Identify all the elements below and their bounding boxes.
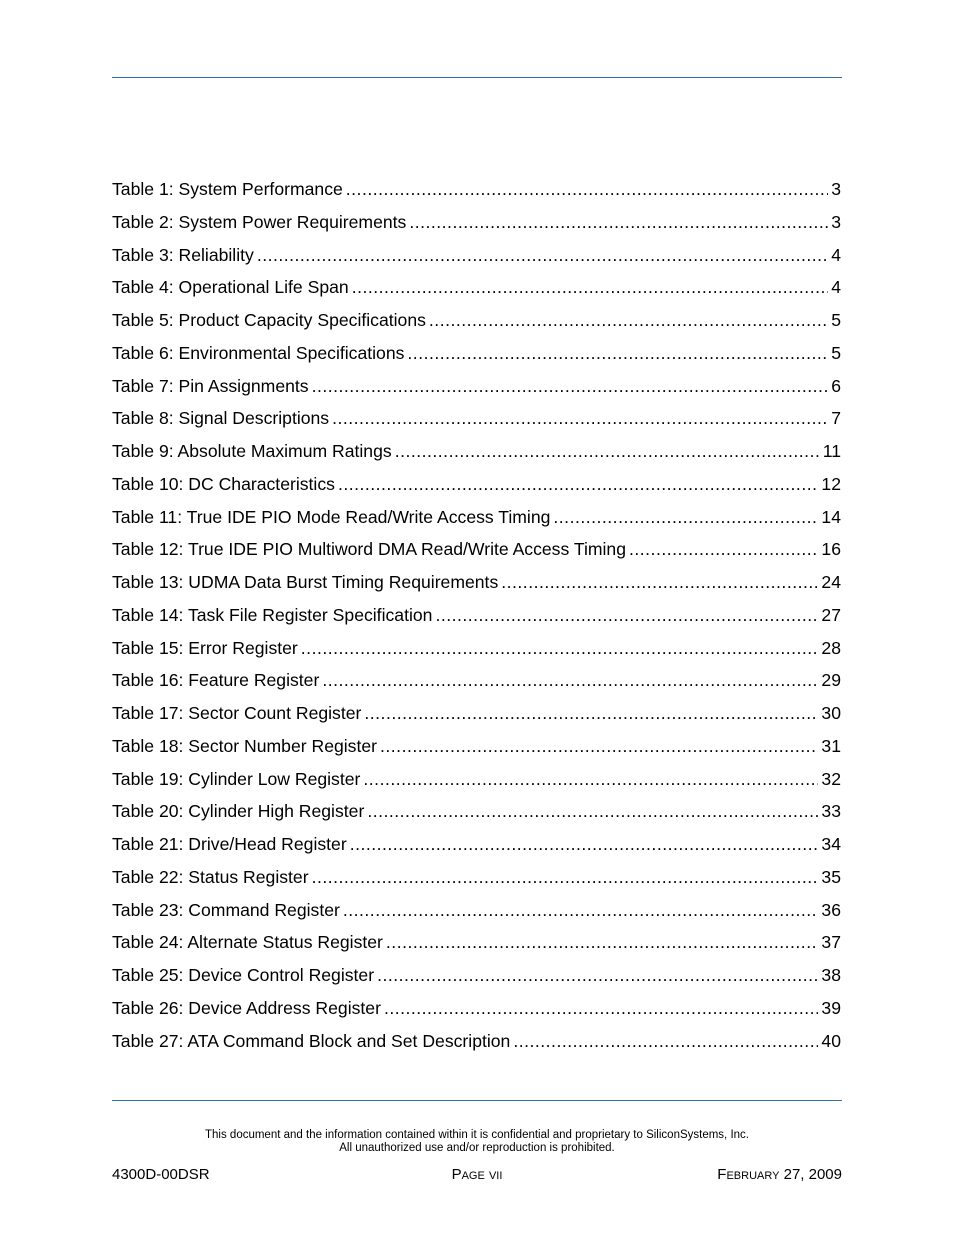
toc-dot-leader <box>384 995 818 1021</box>
toc-entry-title: Table 4: Operational Life Span <box>112 277 349 298</box>
toc-entry-page: 28 <box>821 637 841 658</box>
toc-dot-leader <box>553 504 818 530</box>
toc-entry-title: Table 10: DC Characteristics <box>112 473 335 494</box>
toc-entry-title: Table 1: System Performance <box>112 179 343 199</box>
toc-entry-page: 16 <box>821 539 841 560</box>
toc-entry[interactable] <box>112 700 841 733</box>
toc-entry-title: Table 2: System Power Requirements <box>112 211 407 232</box>
toc-entry-title: Table 24: Alternate Status Register <box>112 932 383 953</box>
toc-dot-leader <box>395 438 820 464</box>
confidentiality-line-1: This document and the information contained within it is confidential and proprietary to SiliconSystems, Inc. <box>205 1129 749 1141</box>
toc-dot-leader <box>312 864 819 890</box>
toc-entry-title: Table 3: Reliability <box>112 244 254 265</box>
toc-entry-page: 11 <box>822 441 841 461</box>
toc-dot-leader <box>377 962 818 988</box>
toc-dot-leader <box>407 340 828 366</box>
toc-entry[interactable] <box>112 602 841 635</box>
toc-entry[interactable] <box>112 504 841 537</box>
document-date: February 27, 2009 <box>717 1166 842 1183</box>
toc-entry-page: 4 <box>831 277 841 298</box>
toc-entry-page: 12 <box>821 473 841 494</box>
footer-rule <box>112 1100 842 1101</box>
toc-entry[interactable] <box>112 831 841 864</box>
toc-entry-title: Table 14: Task File Register Specification <box>112 604 433 625</box>
toc-dot-leader <box>409 209 828 235</box>
toc-entry-page: 34 <box>821 834 841 854</box>
toc-dot-leader <box>346 176 828 202</box>
toc-dot-leader <box>435 602 818 628</box>
toc-entry[interactable] <box>112 307 841 340</box>
toc-entry[interactable] <box>112 242 841 275</box>
toc-dot-leader <box>312 373 829 399</box>
toc-entry-title: Table 25: Device Control Register <box>112 965 375 985</box>
toc-entry-title: Table 7: Pin Assignments <box>112 375 309 396</box>
toc-entry-title: Table 12: True IDE PIO Multiword DMA Read/Write Access Timing <box>112 539 626 560</box>
toc-entry-title: Table 9: Absolute Maximum Ratings <box>112 441 392 461</box>
toc-entry-page: 3 <box>831 179 841 199</box>
toc-entry-page: 33 <box>821 801 841 822</box>
toc-dot-leader <box>350 831 819 857</box>
toc-dot-leader <box>429 307 828 333</box>
toc-dot-leader <box>364 700 818 726</box>
toc-entry[interactable] <box>112 995 841 1028</box>
toc-entry[interactable] <box>112 766 841 799</box>
toc-entry-page: 27 <box>821 604 841 625</box>
toc-entry[interactable] <box>112 897 841 930</box>
toc-entry-page: 4 <box>831 244 841 265</box>
toc-dot-leader <box>629 536 818 562</box>
toc-entry-page: 32 <box>821 768 841 789</box>
toc-entry-title: Table 11: True IDE PIO Mode Read/Write Access Timing <box>112 506 551 527</box>
toc-entry-title: Table 8: Signal Descriptions <box>112 408 330 429</box>
toc-entry-title: Table 15: Error Register <box>112 637 298 658</box>
toc-entry[interactable] <box>112 733 841 766</box>
toc-entry[interactable] <box>112 667 841 700</box>
toc-entry-title: Table 18: Sector Number Register <box>112 735 378 756</box>
toc-dot-leader <box>352 274 829 300</box>
toc-dot-leader <box>513 1028 818 1054</box>
toc-entry-title: Table 16: Feature Register <box>112 670 320 691</box>
toc-entry-title: Table 27: ATA Command Block and Set Description <box>112 1030 511 1051</box>
toc-dot-leader <box>343 897 819 923</box>
confidentiality-line-2: All unauthorized use and/or reproduction is prohibited. <box>339 1141 615 1154</box>
toc-entry-page: 14 <box>821 506 841 527</box>
toc-entry-title: Table 20: Cylinder High Register <box>112 801 365 822</box>
toc-entry-page: 7 <box>831 408 841 429</box>
list-of-tables <box>112 176 841 1060</box>
confidentiality-notice <box>112 1129 842 1154</box>
toc-entry-title: Table 13: UDMA Data Burst Timing Requirements <box>112 572 499 592</box>
toc-entry-page: 36 <box>821 899 841 920</box>
toc-entry-title: Table 5: Product Capacity Specifications <box>112 310 426 330</box>
toc-entry[interactable] <box>112 962 841 995</box>
toc-entry[interactable] <box>112 798 841 831</box>
toc-dot-leader <box>301 635 819 661</box>
toc-entry[interactable] <box>112 536 841 569</box>
toc-dot-leader <box>367 798 818 824</box>
toc-entry[interactable] <box>112 405 841 438</box>
toc-entry-title: Table 22: Status Register <box>112 866 309 887</box>
toc-dot-leader <box>257 242 828 268</box>
toc-entry-page: 35 <box>821 866 841 887</box>
toc-entry-page: 5 <box>831 310 841 330</box>
toc-entry[interactable] <box>112 438 841 471</box>
toc-entry[interactable] <box>112 864 841 897</box>
toc-entry-page: 24 <box>821 572 841 592</box>
toc-entry-title: Table 17: Sector Count Register <box>112 703 362 723</box>
toc-entry[interactable] <box>112 471 841 504</box>
toc-entry-page: 29 <box>821 670 841 691</box>
toc-dot-leader <box>501 569 818 595</box>
toc-entry[interactable] <box>112 340 841 373</box>
toc-entry-title: Table 6: Environmental Specifications <box>112 342 405 363</box>
toc-dot-leader <box>322 667 818 693</box>
toc-entry-page: 6 <box>831 375 841 396</box>
header-rule <box>112 77 842 78</box>
toc-entry[interactable] <box>112 209 841 242</box>
toc-entry[interactable] <box>112 635 841 668</box>
toc-entry-title: Table 21: Drive/Head Register <box>112 834 347 854</box>
toc-entry[interactable] <box>112 1028 841 1061</box>
toc-dot-leader <box>338 471 818 497</box>
toc-dot-leader <box>386 929 819 955</box>
toc-dot-leader <box>332 405 828 431</box>
toc-entry[interactable] <box>112 176 841 209</box>
toc-entry-title: Table 23: Command Register <box>112 899 340 920</box>
toc-entry[interactable] <box>112 373 841 406</box>
toc-entry-page: 38 <box>821 965 841 985</box>
toc-entry[interactable] <box>112 569 841 602</box>
toc-entry-page: 39 <box>821 997 841 1018</box>
toc-entry[interactable] <box>112 929 841 962</box>
toc-entry-page: 3 <box>831 211 841 232</box>
toc-entry-page: 40 <box>821 1030 841 1051</box>
toc-entry[interactable] <box>112 274 841 307</box>
toc-dot-leader <box>380 733 818 759</box>
page-number: Page vii <box>451 1166 503 1183</box>
toc-entry-page: 31 <box>821 735 841 756</box>
toc-dot-leader <box>363 766 818 792</box>
toc-entry-page: 37 <box>821 932 841 953</box>
toc-entry-page: 30 <box>821 703 841 723</box>
toc-entry-title: Table 19: Cylinder Low Register <box>112 768 361 789</box>
toc-entry-title: Table 26: Device Address Register <box>112 997 381 1018</box>
document-number: 4300D-00DSR <box>112 1166 210 1183</box>
toc-entry-page: 5 <box>831 342 841 363</box>
